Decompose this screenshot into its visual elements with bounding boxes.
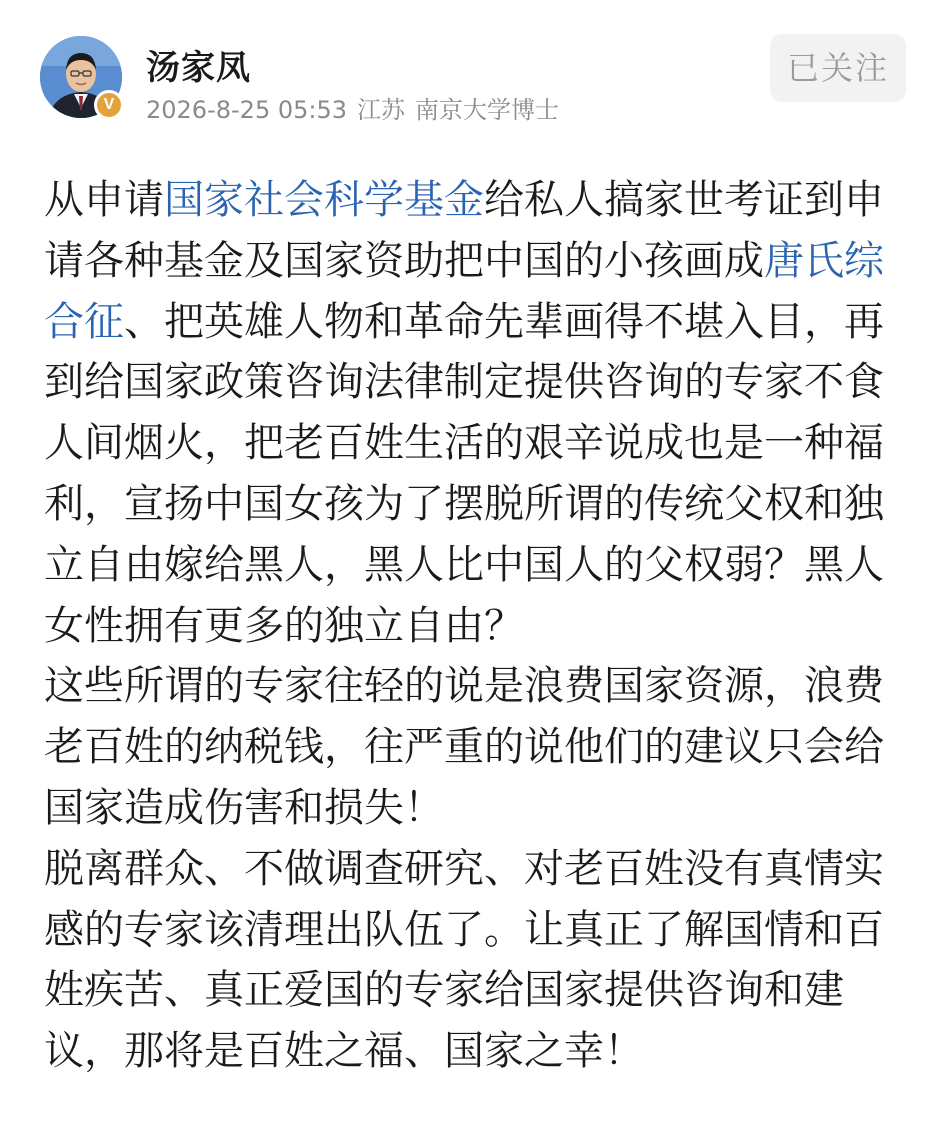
post-paragraph-2: 这些所谓的专家往轻的说是浪费国家资源，浪费老百姓的纳税钱，往严重的说他们的建议只会给国家造成伤害和损失！	[44, 663, 884, 831]
post-paragraph-1	[44, 170, 894, 656]
follow-button[interactable]: 已关注	[770, 34, 906, 102]
post-paragraph-3: 脱离群众、不做调查研究、对老百姓没有真情实感的专家该清理出队伍了。让真正了解国情和百姓疾苦、真正爱国的专家给国家提供咨询和建议，那将是百姓之福、国家之幸！	[44, 845, 884, 1075]
post-location: 江苏	[357, 96, 405, 124]
post-meta	[146, 90, 569, 125]
verified-badge-icon: V	[94, 90, 124, 120]
post-text: 从申请	[44, 177, 164, 223]
post-timestamp: 2026-8-25 05:53	[146, 96, 347, 124]
post-body	[44, 170, 894, 1082]
user-identity: 南京大学博士	[415, 96, 559, 124]
post-text: 、把英雄人物和革命先辈画得不堪入目，再到给国家政策咨询法律制定提供咨询的专家不食人间烟火，把老百姓生活的艰辛说成也是一种福利，宣扬中国女孩为了摆脱所谓的传统父权和独立自由嫁给黑人，黑人比中国人的父权弱？黑人女性拥有更多的独立自由？	[44, 298, 884, 649]
post-header	[0, 0, 946, 140]
avatar-container[interactable]	[40, 36, 126, 122]
topic-link-down-syndrome[interactable]: 唐氏综合征	[44, 237, 884, 345]
post-text: 给私人搞家世考证到申请各种基金及国家资助把中国的小孩画成	[44, 177, 884, 284]
topic-link-social-science-fund[interactable]: 国家社会科学基金	[164, 177, 484, 223]
user-name[interactable]: 汤家凤	[146, 48, 251, 88]
